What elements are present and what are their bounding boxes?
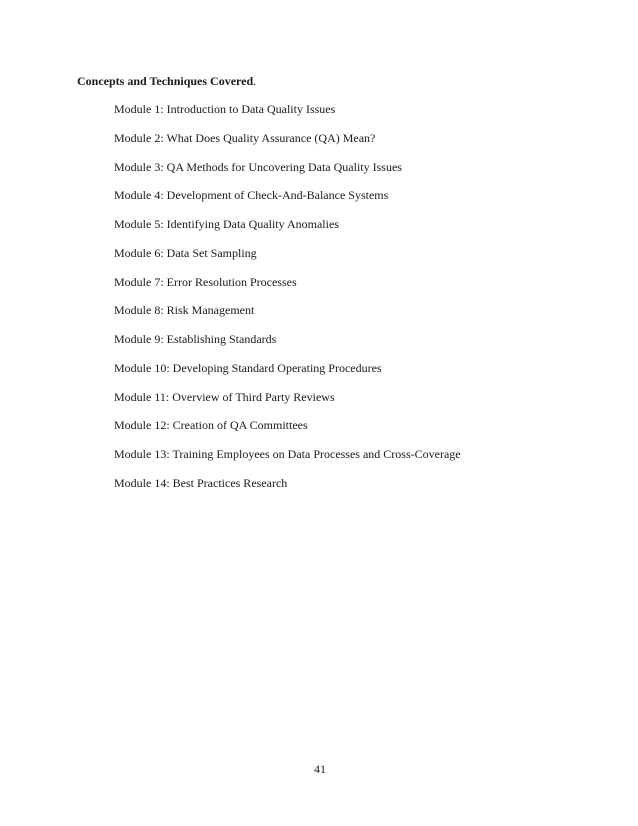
module-item: Module 12: Creation of QA Committees (114, 418, 308, 433)
section-heading-text: Concepts and Techniques Covered (77, 74, 254, 88)
module-list (114, 101, 461, 504)
module-item: Module 7: Error Resolution Processes (114, 274, 297, 289)
module-item: Module 13: Training Employees on Data Processes and Cross-Coverage (114, 447, 461, 462)
module-item: Module 10: Developing Standard Operating Procedures (114, 360, 382, 375)
module-item: Module 4: Development of Check-And-Balance Systems (114, 188, 389, 203)
module-item: Module 5: Identifying Data Quality Anomalies (114, 217, 339, 232)
section-heading (77, 73, 256, 89)
module-item: Module 3: QA Methods for Uncovering Data Quality Issues (114, 159, 402, 174)
module-item: Module 11: Overview of Third Party Reviews (114, 389, 335, 404)
module-item: Module 2: What Does Quality Assurance (QA) Mean? (114, 130, 376, 145)
module-item: Module 1: Introduction to Data Quality Issues (114, 102, 336, 116)
module-item: Module 9: Establishing Standards (114, 332, 277, 347)
section-heading-period: . (253, 74, 257, 88)
module-item: Module 14: Best Practices Research (114, 475, 288, 490)
module-item: Module 8: Risk Management (114, 303, 255, 318)
module-item: Module 6: Data Set Sampling (114, 245, 257, 260)
page-number: 41 (314, 762, 326, 776)
